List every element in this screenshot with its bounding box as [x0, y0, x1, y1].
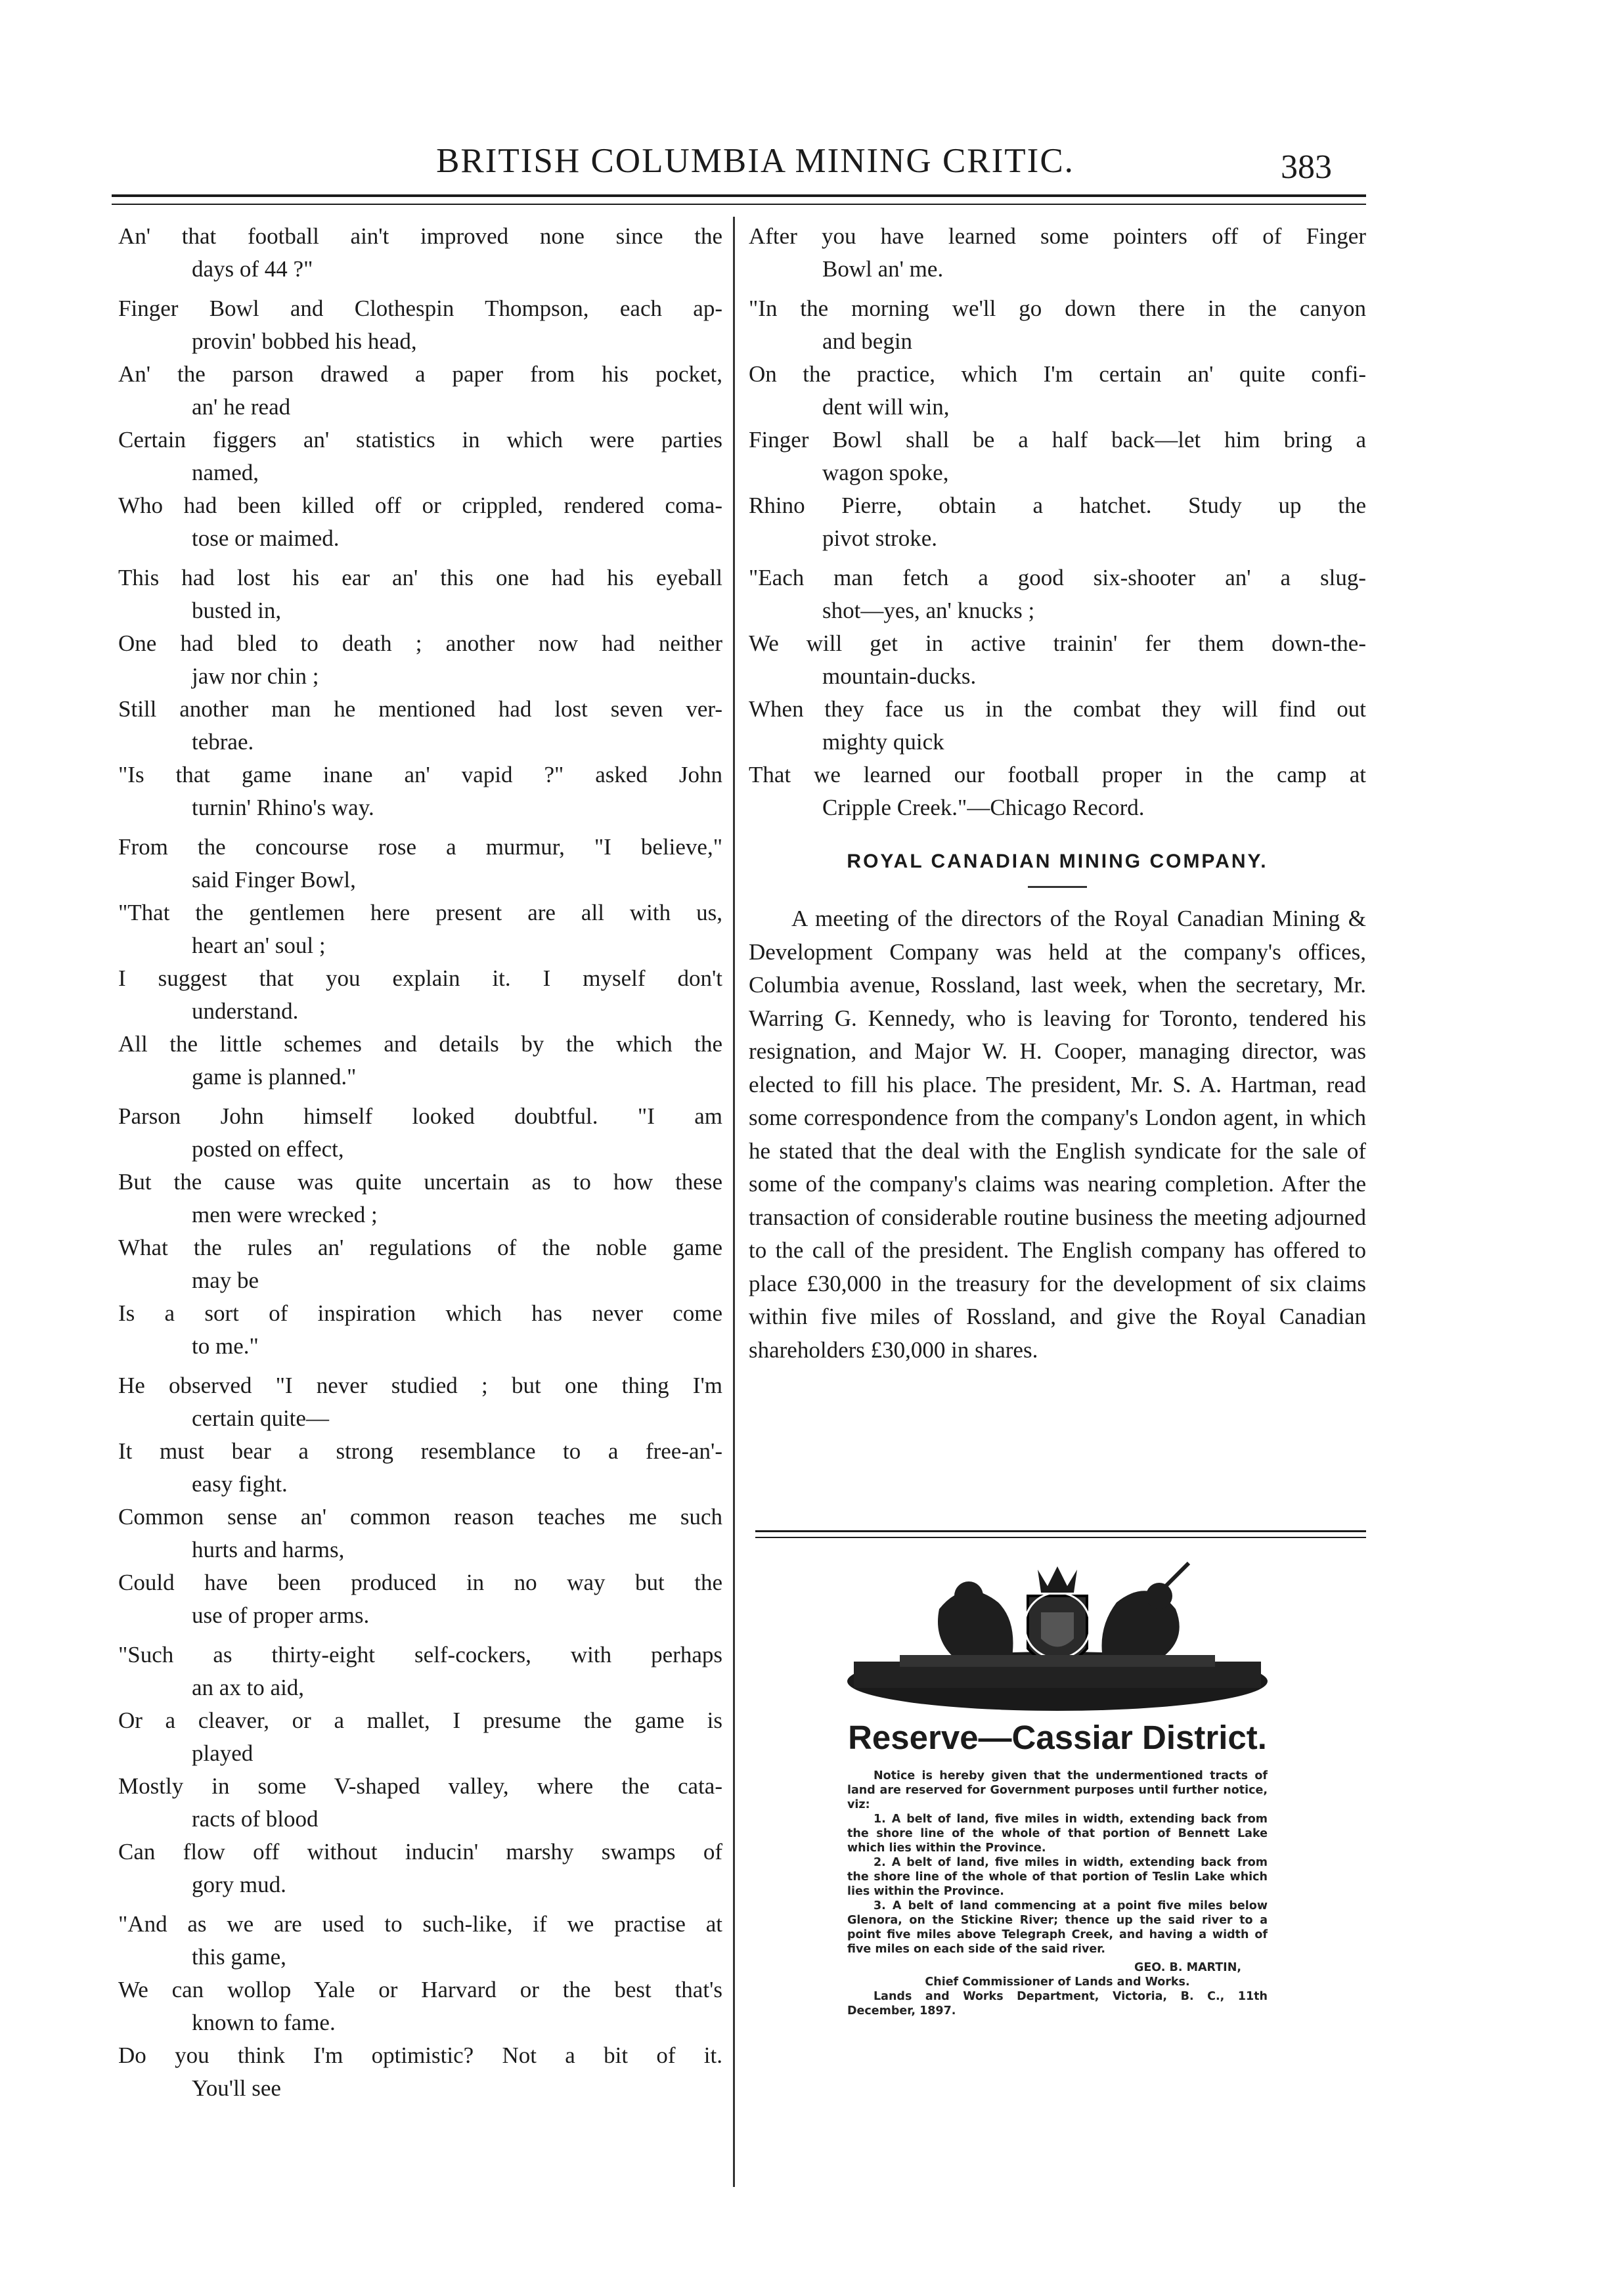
section-divider-rule-2: [755, 1537, 1366, 1538]
poem-line-continuation: heart an' soul ;: [192, 933, 326, 958]
poem-line: Mostly in some V-shaped valley, where the cata-: [118, 1773, 722, 1799]
poem-line-continuation: shot—yes, an' knucks ;: [822, 598, 1035, 623]
poem-line: "Is that game inane an' vapid ?" asked John: [118, 762, 722, 787]
poem-line: "That the gentlemen here present are all with us,: [118, 900, 722, 925]
poem-line-continuation: an ax to aid,: [192, 1675, 305, 1700]
poem-line-continuation: game is planned.": [192, 1064, 357, 1090]
poem-line-continuation: an' he read: [192, 394, 291, 420]
poem-line-continuation: and begin: [822, 328, 913, 354]
poem-line: On the practice, which I'm certain an' quite confi-: [749, 361, 1366, 387]
poem-line-continuation: provin' bobbed his head,: [192, 328, 417, 354]
poem-line-continuation: men were wrecked ;: [192, 1202, 378, 1227]
poem-line-continuation: may be: [192, 1268, 259, 1293]
reserve-notice: [755, 1550, 1360, 2018]
poem-stanza: [749, 562, 1366, 824]
poem-line: We will get in active trainin' fer them down-the-: [749, 630, 1366, 656]
poem-stanza: [118, 831, 722, 1093]
poem-line-continuation: tebrae.: [192, 729, 254, 755]
poem-line-continuation: easy fight.: [192, 1471, 288, 1497]
poem-line: An' the parson drawed a paper from his pocket,: [118, 361, 722, 387]
notice-intro: Notice is hereby given that the undermentioned tracts of land are reserved for Government purposes until further notice, viz:: [847, 1769, 1268, 1811]
left-column-poem: [118, 220, 722, 2111]
poem-line-continuation: played: [192, 1740, 254, 1766]
poem-line-continuation: busted in,: [192, 598, 282, 623]
poem-line: Certain figgers an' statistics in which were parties: [118, 427, 722, 453]
poem-line: We can wollop Yale or Harvard or the best that's: [118, 1977, 722, 2002]
poem-line-continuation: said Finger Bowl,: [192, 867, 356, 893]
poem-line-continuation: posted on effect,: [192, 1136, 344, 1162]
poem-line-continuation: racts of blood: [192, 1806, 319, 1832]
poem-line: Still another man he mentioned had lost seven ver-: [118, 696, 722, 722]
poem-stanza: [749, 292, 1366, 555]
poem-line: Parson John himself looked doubtful. "I am: [118, 1103, 722, 1129]
poem-line: "In the morning we'll go down there in the canyon: [749, 296, 1366, 321]
poem-line-continuation: hurts and harms,: [192, 1537, 345, 1562]
poem-line: From the concourse rose a murmur, "I believe,": [118, 834, 722, 860]
page-number: 383: [1281, 148, 1332, 186]
poem-line: An' that football ain't improved none since the: [118, 223, 722, 249]
notice-signature-title: Chief Commissioner of Lands and Works.: [925, 1976, 1190, 1989]
poem-line: Is a sort of inspiration which has never come: [118, 1300, 722, 1326]
header-rule-top: [112, 194, 1366, 197]
notice-title: Reserve—Cassiar District.: [848, 1719, 1267, 1756]
section-divider-rule: [755, 1530, 1366, 1532]
poem-line: Or a cleaver, or a mallet, I presume the game is: [118, 1708, 722, 1733]
poem-line-continuation: mighty quick: [822, 729, 944, 755]
poem-line: One had bled to death ; another now had neither: [118, 630, 722, 656]
poem-line-continuation: tose or maimed.: [192, 525, 340, 551]
poem-stanza: [118, 1639, 722, 1901]
poem-line: "Such as thirty-eight self-cockers, with perhaps: [118, 1642, 722, 1667]
notice-body: [847, 1769, 1268, 2018]
poem-line-continuation: use of proper arms.: [192, 1602, 370, 1628]
header-rule-bottom: [112, 204, 1366, 205]
poem-line-continuation: mountain-ducks.: [822, 663, 977, 689]
poem-line: What the rules an' regulations of the noble game: [118, 1235, 722, 1260]
poem-line: Could have been produced in no way but the: [118, 1570, 722, 1595]
poem-line-continuation: Bowl an' me.: [822, 256, 944, 282]
poem-line-continuation: days of 44 ?": [192, 256, 313, 282]
notice-item: 1. A belt of land, five miles in width, extending back from the shore line of the whole of that portion of Bennett Lake which lies within the Province.: [847, 1813, 1268, 1855]
poem-line: Who had been killed off or crippled, rendered coma-: [118, 493, 722, 518]
notice-dateline: Lands and Works Department, Victoria, B. C., 11th December, 1897.: [847, 1990, 1268, 2018]
poem-line-continuation: named,: [192, 460, 259, 485]
publication-title: BRITISH COLUMBIA MINING CRITIC.: [436, 142, 1074, 180]
poem-line-continuation: known to fame.: [192, 2010, 336, 2035]
poem-line: Finger Bowl shall be a half back—let him bring a: [749, 427, 1366, 453]
poem-line: Do you think I'm optimistic? Not a bit of it.: [118, 2042, 722, 2068]
poem-line-continuation: jaw nor chin ;: [192, 663, 319, 689]
poem-line: This had lost his ear an' this one had his eyeball: [118, 565, 722, 590]
poem-line: All the little schemes and details by the which the: [118, 1031, 722, 1057]
poem-stanza: [118, 1100, 722, 1363]
poem-line: Finger Bowl and Clothespin Thompson, each ap-: [118, 296, 722, 321]
poem-line: I suggest that you explain it. I myself don't: [118, 965, 722, 991]
poem-line-continuation: to me.": [192, 1333, 259, 1359]
poem-line: "And as we are used to such-like, if we practise at: [118, 1911, 722, 1937]
poem-line-continuation: pivot stroke.: [822, 525, 937, 551]
title-rule: [1028, 886, 1087, 888]
poem-line-continuation: understand.: [192, 998, 299, 1024]
poem-line: That we learned our football proper in the camp at: [749, 762, 1366, 787]
poem-line: When they face us in the combat they will find out: [749, 696, 1366, 722]
royal-coat-of-arms-icon: [841, 1550, 1274, 1714]
poem-line: Rhino Pierre, obtain a hatchet. Study up the: [749, 493, 1366, 518]
poem-line: After you have learned some pointers off of Finger: [749, 223, 1366, 249]
poem-line: It must bear a strong resemblance to a free-an'-: [118, 1438, 722, 1464]
poem-line-continuation: You'll see: [192, 2075, 281, 2101]
poem-line: But the cause was quite uncertain as to how these: [118, 1169, 722, 1195]
poem-line-continuation: this game,: [192, 1944, 286, 1970]
article-title: ROYAL CANADIAN MINING COMPANY.: [847, 850, 1268, 872]
poem-stanza: [118, 1369, 722, 1632]
poem-line-continuation: certain quite—: [192, 1405, 329, 1431]
poem-line-continuation: gory mud.: [192, 1872, 286, 1897]
notice-item: 3. A belt of land commencing at a point five miles below Glenora, on the Stickine River; thence up the said river to a point five miles above Telegraph Creek, and having a width of five miles on each side of the said river.: [847, 1899, 1268, 1956]
poem-stanza: [118, 292, 722, 555]
right-column-poem: [749, 220, 1366, 824]
poem-stanza: [118, 1908, 722, 2105]
article-body: A meeting of the directors of the Royal Canadian Mining & Development Company was held at the company's offices, Columbia avenue, Rossland, last week, when the secretary, Mr. Warring G. Kennedy, who is leaving for Toronto, tendered his resignation, and Major W. H. Cooper, managing director, was elected to fill his place. The president, Mr. S. A. Hartman, read some correspondence from the company's London agent, in which he stated that the deal with the English syndicate for the sale of some of the company's claims was nearing completion. After the transaction of considerable routine business the meeting adjourned to the call of the president. The English company has offered to place £30,000 in the treasury for the development of six claims within five miles of Rossland, and give the Royal Canadian shareholders £30,000 in shares.: [749, 906, 1366, 1363]
poem-line-continuation: turnin' Rhino's way.: [192, 795, 374, 820]
notice-item: 2. A belt of land, five miles in width, extending back from the shore line of the whole of that portion of Teslin Lake which lies within the Province.: [847, 1856, 1268, 1898]
poem-stanza: [749, 220, 1366, 286]
column-divider: [733, 217, 735, 2187]
poem-stanza: [118, 220, 722, 286]
poem-line: Can flow off without inducin' marshy swamps of: [118, 1839, 722, 1865]
poem-line: Common sense an' common reason teaches me such: [118, 1504, 722, 1530]
poem-stanza: [118, 562, 722, 824]
poem-line: He observed "I never studied ; but one thing I'm: [118, 1373, 722, 1398]
right-column: [749, 220, 1366, 1367]
poem-line-continuation: Cripple Creek."—Chicago Record.: [822, 795, 1145, 820]
notice-signature: GEO. B. MARTIN,: [1134, 1961, 1241, 1974]
poem-line-continuation: wagon spoke,: [822, 460, 949, 485]
poem-line: "Each man fetch a good six-shooter an' a slug-: [749, 565, 1366, 590]
poem-line-continuation: dent will win,: [822, 394, 950, 420]
